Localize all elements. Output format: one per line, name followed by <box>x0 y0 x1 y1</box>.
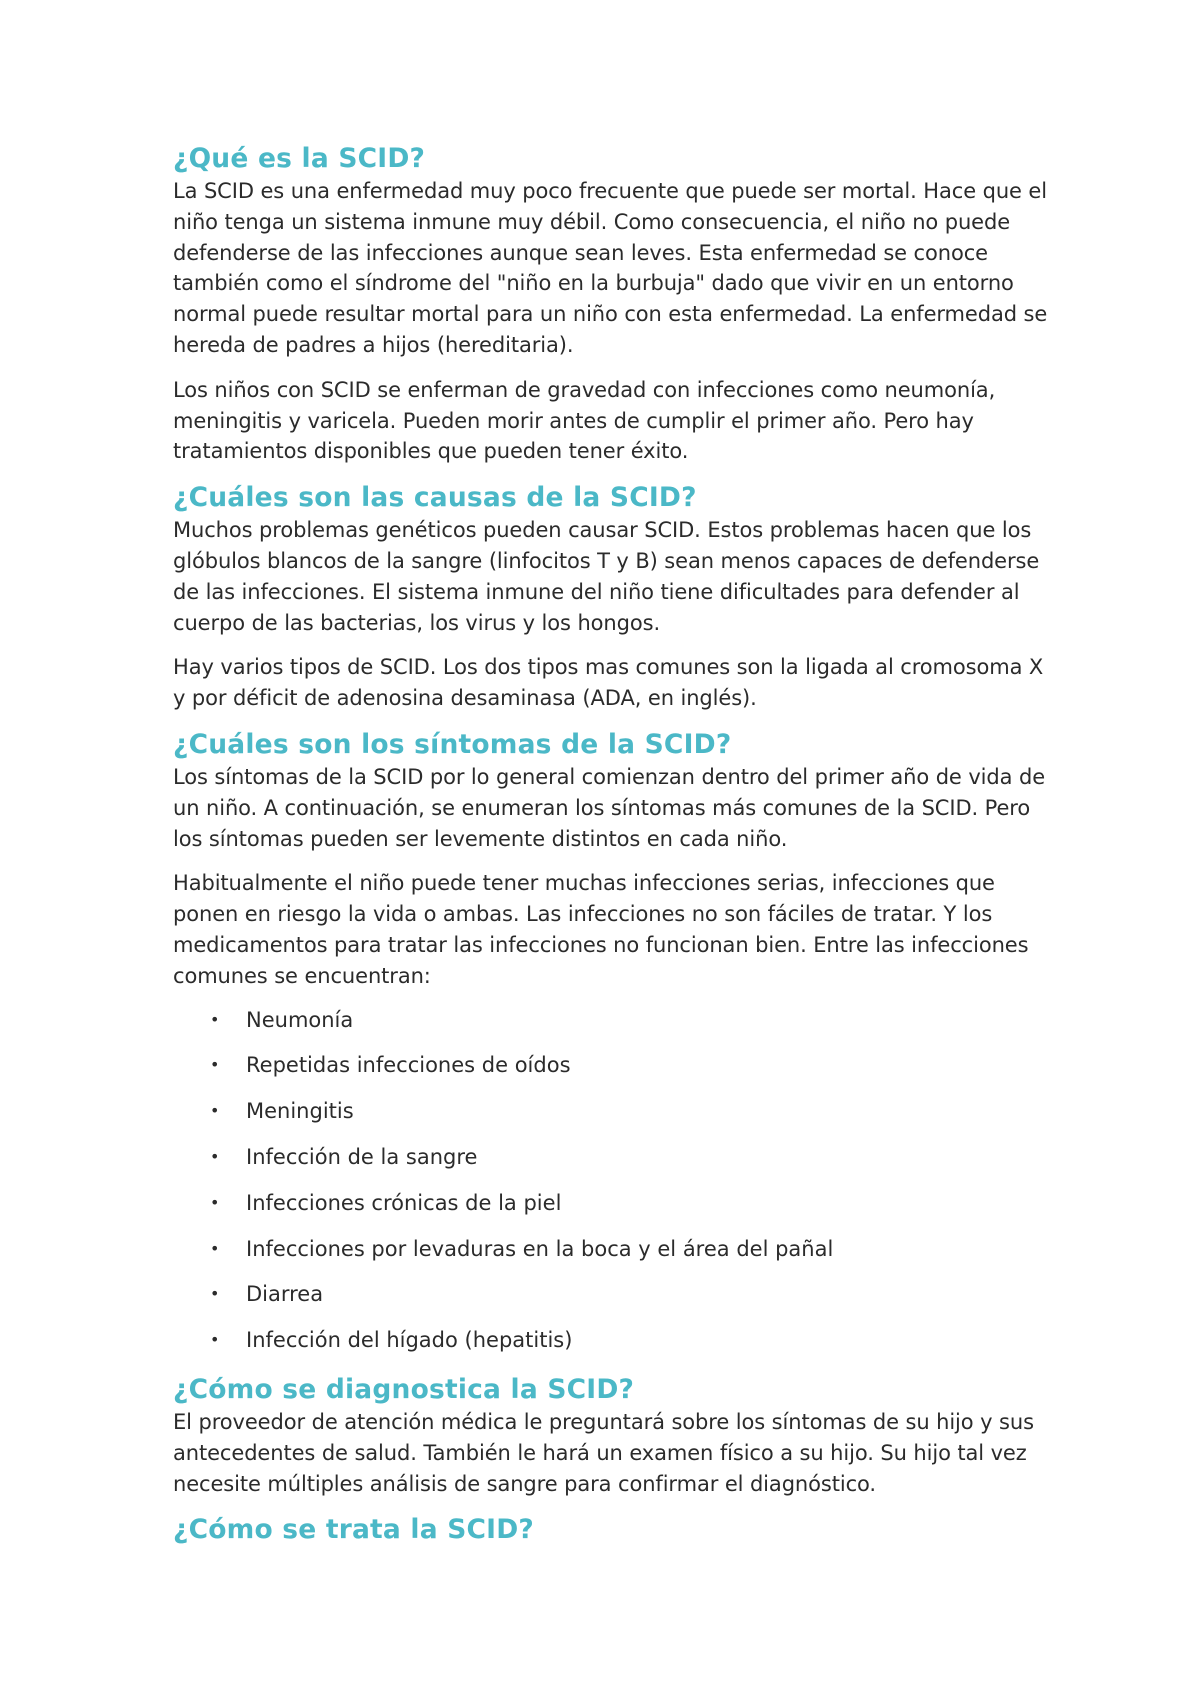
document-body <box>173 142 1053 1547</box>
bullet-icon: • <box>210 1101 220 1121</box>
bullet-icon: • <box>210 1009 220 1029</box>
heading-what-is-scid: ¿Qué es la SCID? <box>173 143 426 174</box>
list-item-text: Meningitis <box>246 1099 354 1124</box>
heading-symptoms: ¿Cuáles son los síntomas de la SCID? <box>173 728 732 760</box>
list-item <box>173 1005 1053 1051</box>
list-item-text: Infección del hígado (hepatitis) <box>246 1328 573 1353</box>
list-item-text: Diarrea <box>246 1282 324 1307</box>
list-item <box>173 1234 1053 1280</box>
heading-causes: ¿Cuáles son las causas de la SCID? <box>173 482 697 514</box>
section-diagnosis <box>173 1373 1053 1499</box>
section-treatment <box>173 1513 1053 1547</box>
list-item-text: Infecciones crónicas de la piel <box>246 1190 562 1215</box>
heading-diagnosis: ¿Cómo se diagnostica la SCID? <box>173 1373 635 1405</box>
list-item-text: Infección de la sangre <box>246 1144 478 1169</box>
bullet-icon: • <box>210 1146 220 1166</box>
list-item <box>173 1096 1053 1142</box>
bullet-icon: • <box>210 1192 220 1212</box>
paragraph: Habitualmente el niño puede tener muchas infecciones serias, infecciones que ponen en riesgo la vida o ambas. Las infecciones no son fáciles de tratar. Y los medicamentos para tratar las infecciones no funcionan bien. Entre las infecciones comunes se encuentran: <box>173 871 1029 988</box>
list-item <box>173 1188 1053 1234</box>
heading-treatment: ¿Cómo se trata la SCID? <box>173 1514 534 1546</box>
list-item-text: Neumonía <box>246 1007 354 1032</box>
bullet-icon: • <box>210 1055 220 1075</box>
list-item <box>173 1325 1053 1371</box>
list-item <box>173 1142 1053 1188</box>
paragraph: Hay varios tipos de SCID. Los dos tipos mas comunes son la ligada al cromosoma X y por déficit de adenosina desaminasa (ADA, en inglés). <box>173 655 1044 711</box>
list-item <box>173 1050 1053 1096</box>
bullet-icon: • <box>210 1330 220 1350</box>
list-item-text: Repetidas infecciones de oídos <box>246 1053 571 1078</box>
list-item <box>173 1279 1053 1325</box>
paragraph: Muchos problemas genéticos pueden causar SCID. Estos problemas hacen que los glóbulos blancos de la sangre (linfocitos T y B) sean menos capaces de defenderse de las infecciones. El sistema inmune del niño tiene dificultades para defender al cuerpo de las bacterias, los virus y los hongos. <box>173 518 1040 635</box>
bullet-icon: • <box>210 1284 220 1304</box>
paragraph: Los síntomas de la SCID por lo general comienzan dentro del primer año de vida de un niño. A continuación, se enumeran los síntomas más comunes de la SCID. Pero los síntomas pueden ser levemente distintos en cada niño. <box>173 764 1046 851</box>
section-what-is-scid <box>173 142 1053 467</box>
list-item-text: Infecciones por levaduras en la boca y el área del pañal <box>246 1236 834 1261</box>
paragraph: El proveedor de atención médica le preguntará sobre los síntomas de su hijo y sus antecedentes de salud. También le hará un examen físico a su hijo. Su hijo tal vez necesite múltiples análisis de sangre para confirmar el diagnóstico. <box>173 1409 1034 1496</box>
section-symptoms <box>173 728 1053 1371</box>
section-causes <box>173 481 1053 714</box>
paragraph: Los niños con SCID se enferman de gravedad con infecciones como neumonía, meningitis y varicela. Pueden morir antes de cumplir el primer año. Pero hay tratamientos disponibles que pueden tener éxito. <box>173 377 996 464</box>
paragraph: La SCID es una enfermedad muy poco frecuente que puede ser mortal. Hace que el niño tenga un sistema inmune muy débil. Como consecuencia, el niño no puede defenderse de las infecciones aunque sean leves. Esta enfermedad se conoce también como el síndrome del "niño en la burbuja" dado que vivir en un entorno normal puede resultar mortal para un niño con esta enfermedad. La enfermedad se hereda de padres a hijos (hereditaria). <box>173 179 1048 357</box>
infections-list <box>173 1005 1053 1371</box>
bullet-icon: • <box>210 1238 220 1258</box>
